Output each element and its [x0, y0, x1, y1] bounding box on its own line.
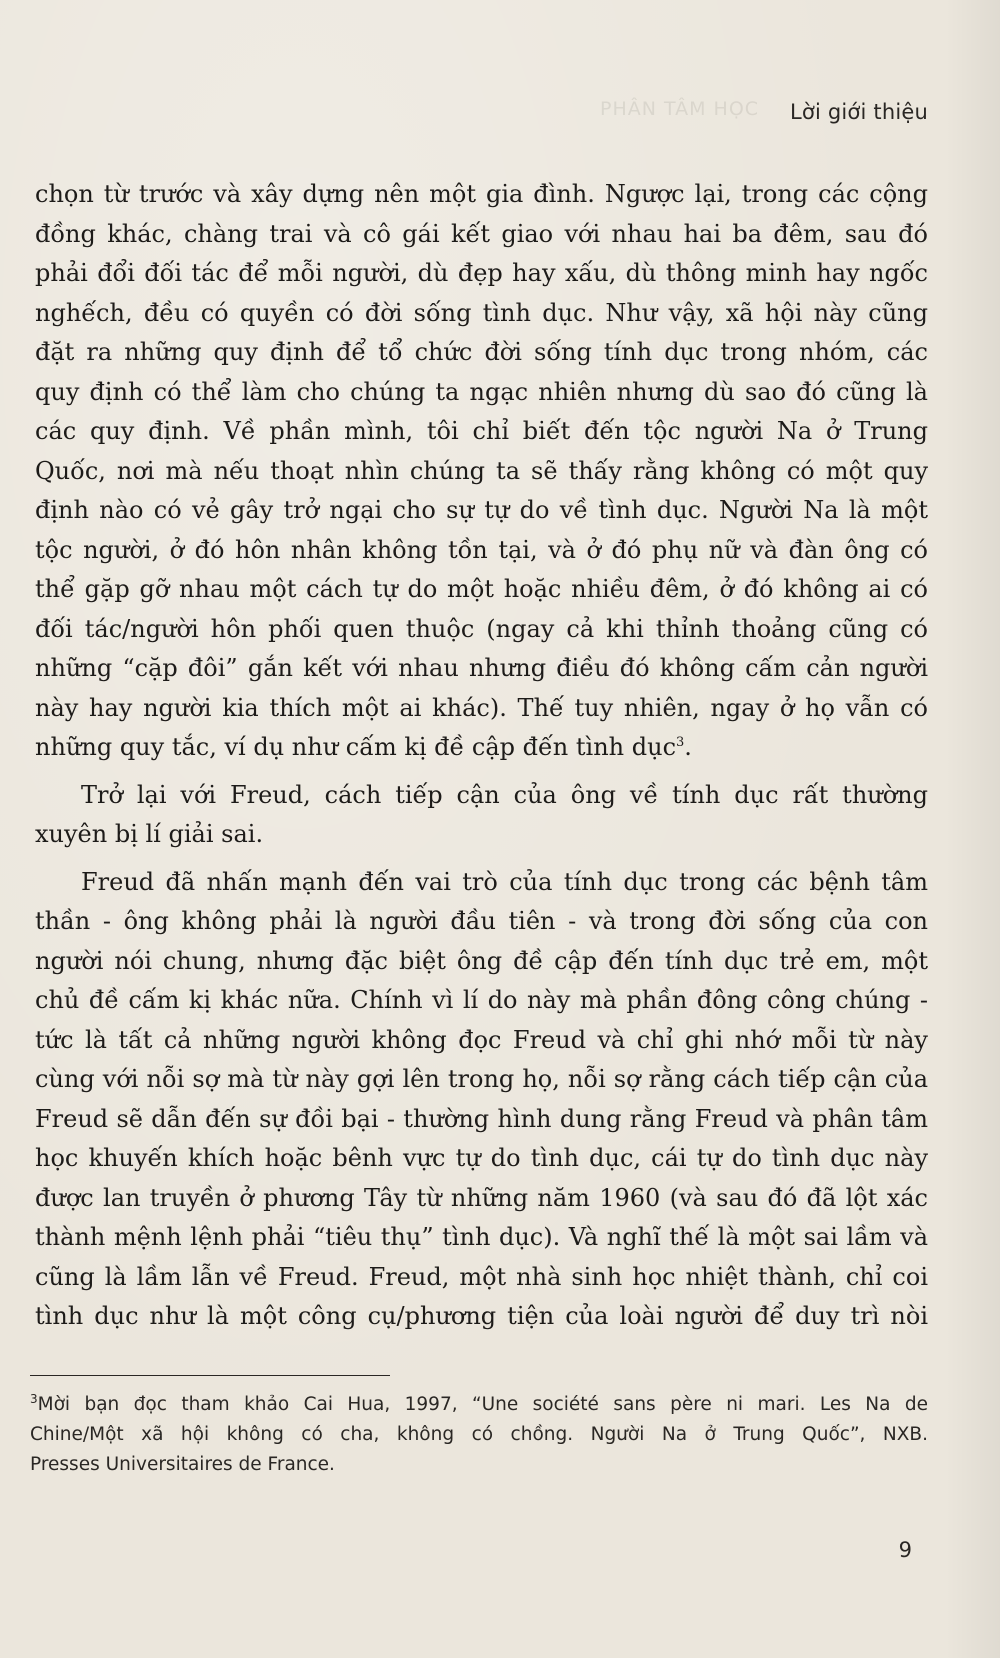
- text-line: tộc người, ở đó hôn nhân không tồn tại, và ở đó phụ nữ và đàn ông có: [35, 535, 928, 564]
- text-line: này hay người kia thích một ai khác). Thế tuy nhiên, ngay ở họ vẫn có: [35, 693, 928, 722]
- text-line: thể gặp gỡ nhau một cách tự do một hoặc nhiều đêm, ở đó không ai có: [35, 575, 928, 603]
- text-line: phải đổi đối tác để mỗi người, dù đẹp hay xấu, dù thông minh hay ngốc: [35, 259, 928, 287]
- text-line: người nói chung, nhưng đặc biệt ông đề cập đến tính dục trẻ em, một: [35, 946, 928, 975]
- text-line: xuyên bị lí giải sai.: [35, 820, 264, 848]
- footnote-reference[interactable]: 3: [676, 735, 685, 750]
- text-line: chọn từ trước và xây dựng nên một gia đình. Ngược lại, trong các cộng: [35, 180, 928, 208]
- text-line: định nào có vẻ gây trở ngại cho sự tự do về tình dục. Người Na là một: [35, 496, 928, 524]
- body-text: [35, 175, 928, 1337]
- footnote-line: [30, 1390, 928, 1420]
- footnote: [30, 1390, 928, 1480]
- footnote-line: Chine/Một xã hội không có cha, không có chồng. Người Na ở Trung Quốc”, NXB.: [30, 1424, 928, 1445]
- text-line: những “cặp đôi” gắn kết với nhau nhưng điều đó không cấm cản người: [35, 654, 928, 682]
- text-line: cũng là lầm lẫn về Freud. Freud, một nhà sinh học nhiệt thành, chỉ coi: [35, 1262, 928, 1291]
- text-line: [35, 728, 928, 768]
- footnote-divider: [30, 1375, 390, 1376]
- page-number: 9: [898, 1538, 912, 1562]
- text-line: được lan truyền ở phương Tây từ những năm 1960 (và sau đó đã lột xác: [35, 1183, 928, 1212]
- text-line: các quy định. Về phần mình, tôi chỉ biết đến tộc người Na ở Trung: [35, 417, 928, 445]
- text-fragment: .: [684, 733, 692, 761]
- text-line: đồng khác, chàng trai và cô gái kết giao với nhau hai ba đêm, sau đó: [35, 219, 928, 248]
- text-line: thành mệnh lệnh phải “tiêu thụ” tình dục). Và nghĩ thế là một sai lầm và: [35, 1223, 928, 1251]
- running-header: Lời giới thiệu: [790, 100, 928, 124]
- bleed-through-header: PHÂN TÂM HỌC: [600, 98, 760, 120]
- text-line: đối tác/người hôn phối quen thuộc (ngay cả khi thỉnh thoảng cũng có: [35, 614, 928, 643]
- text-line: tình dục như là một công cụ/phương tiện của loài người để duy trì nòi: [35, 1302, 928, 1330]
- paragraph-1: [35, 175, 928, 768]
- text-line: học khuyến khích hoặc bênh vực tự do tình dục, cái tự do tình dục này: [35, 1144, 928, 1172]
- text-line: thần - ông không phải là người đầu tiên - và trong đời sống của con: [35, 907, 928, 935]
- footnote-line: Presses Universitaires de France.: [30, 1454, 335, 1475]
- text-line: tức là tất cả những người không đọc Freud và chỉ ghi nhớ mỗi từ này: [35, 1025, 928, 1054]
- text-line: Trở lại với Freud, cách tiếp cận của ông về tính dục rất thường: [81, 780, 928, 809]
- footnote-mark: 3: [30, 1391, 38, 1406]
- text-line: nghếch, đều có quyền có đời sống tình dục. Như vậy, xã hội này cũng: [35, 298, 928, 327]
- text-line: quy định có thể làm cho chúng ta ngạc nhiên nhưng dù sao đó cũng là: [35, 377, 928, 406]
- text-line: Freud đã nhấn mạnh đến vai trò của tính dục trong các bệnh tâm: [81, 867, 928, 896]
- footnote-text: Mời bạn đọc tham khảo Cai Hua, 1997, “Une société sans père ni mari. Les Na de: [37, 1394, 928, 1415]
- text-line: đặt ra những quy định để tổ chức đời sống tính dục trong nhóm, các: [35, 338, 928, 366]
- text-line: Freud sẽ dẫn đến sự đồi bại - thường hình dung rằng Freud và phân tâm: [35, 1104, 928, 1133]
- page-edge-shadow: [945, 0, 1000, 1658]
- text-fragment: những quy tắc, ví dụ như cấm kị đề cập đến tình dục: [35, 733, 677, 761]
- paragraph-3: [35, 863, 928, 1337]
- text-line: cùng với nỗi sợ mà từ này gợi lên trong họ, nỗi sợ rằng cách tiếp cận của: [35, 1065, 928, 1093]
- text-line: Quốc, nơi mà nếu thoạt nhìn chúng ta sẽ thấy rằng không có một quy: [35, 456, 928, 485]
- paragraph-2: [35, 776, 928, 855]
- text-line: chủ đề cấm kị khác nữa. Chính vì lí do này mà phần đông công chúng -: [35, 986, 928, 1014]
